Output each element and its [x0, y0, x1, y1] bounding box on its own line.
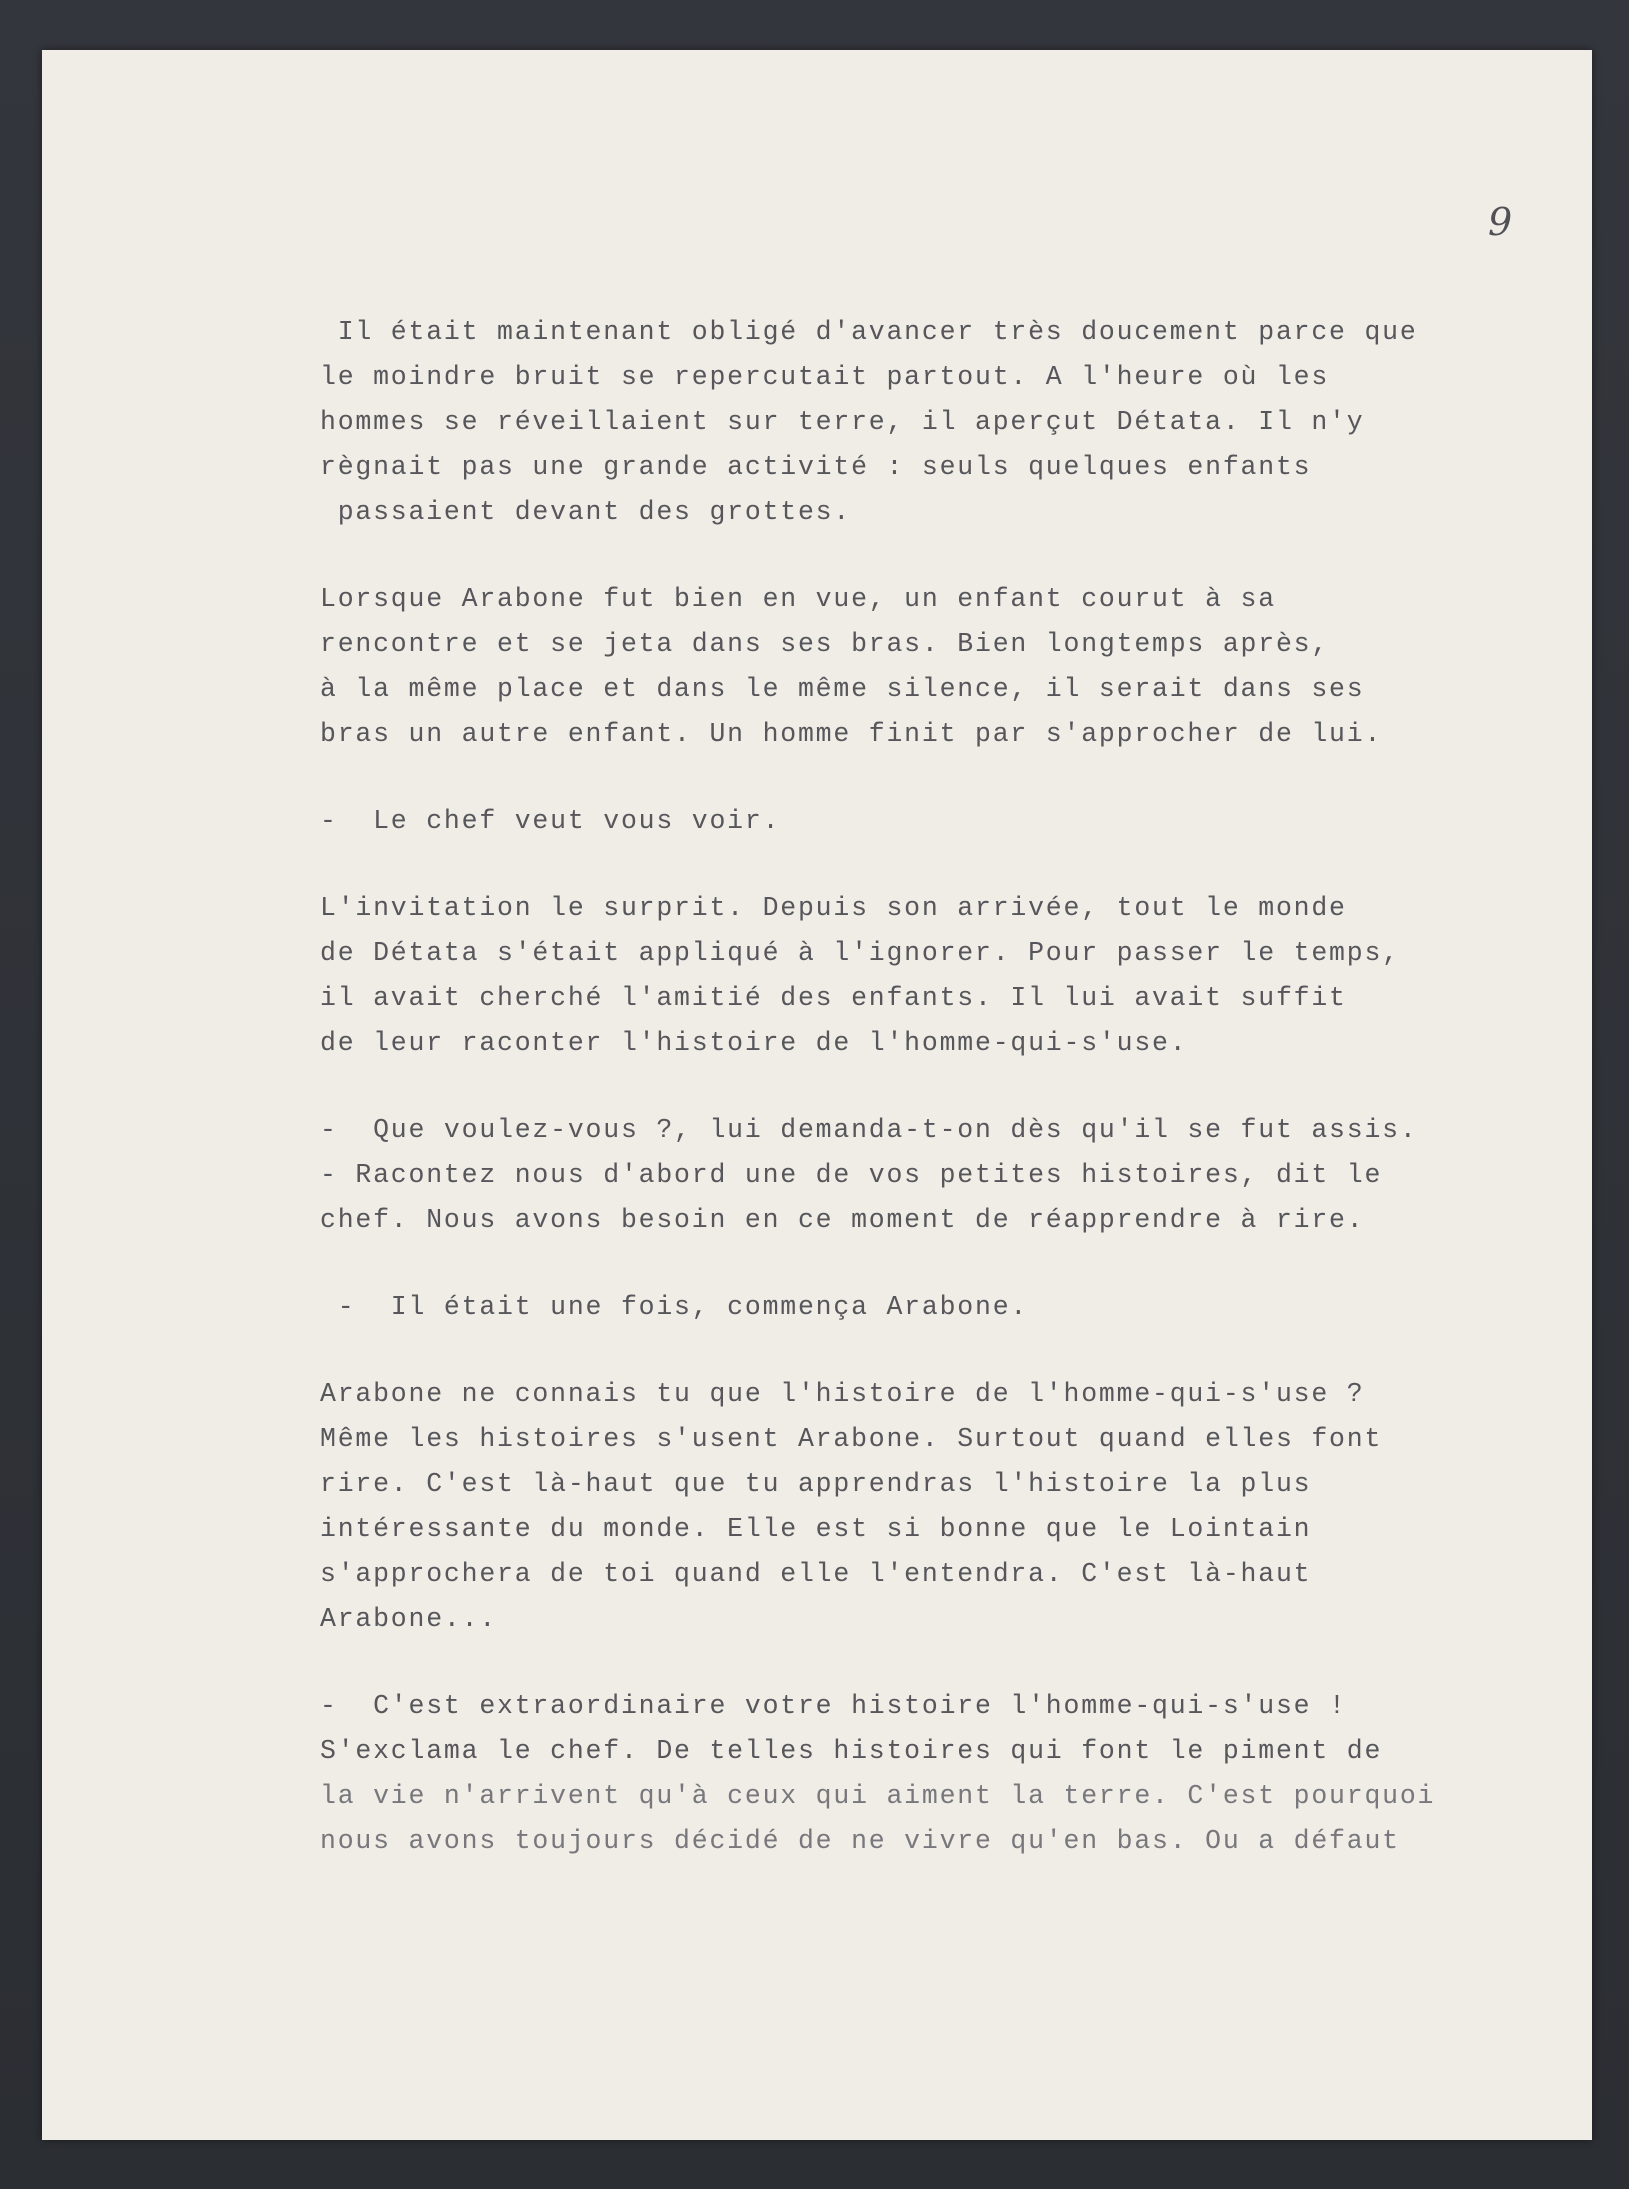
paragraph [320, 1372, 1570, 1642]
text-line: - Racontez nous d'abord une de vos petites histoires, dit le [320, 1160, 1383, 1190]
text-line: à la même place et dans le même silence, il serait dans ses [320, 674, 1365, 704]
text-line: s'approchera de toi quand elle l'entendra. C'est là-haut [320, 1559, 1312, 1589]
text-line: bras un autre enfant. Un homme finit par s'approcher de lui. [320, 719, 1383, 749]
text-line: L'invitation le surprit. Depuis son arrivée, tout le monde [320, 893, 1347, 923]
text-line: passaient devant des grottes. [320, 497, 852, 527]
text-line: la vie n'arrivent qu'à ceux qui aiment la terre. C'est pourquoi [320, 1781, 1436, 1811]
text-line: - C'est extraordinaire votre histoire l'homme-qui-s'use ! [320, 1691, 1347, 1721]
paragraph [320, 1108, 1570, 1243]
paragraph [320, 886, 1570, 1066]
text-line: - Il était une fois, commença Arabone. [320, 1292, 1029, 1322]
text-line: S'exclama le chef. De telles histoires qui font le piment de [320, 1736, 1383, 1766]
text-line: de leur raconter l'histoire de l'homme-qui-s'use. [320, 1028, 1188, 1058]
text-line: Même les histoires s'usent Arabone. Surtout quand elles font [320, 1424, 1383, 1454]
text-line: il avait cherché l'amitié des enfants. Il lui avait suffit [320, 983, 1347, 1013]
paragraph [320, 1285, 1570, 1330]
page-body [320, 310, 1570, 1906]
paragraph [320, 310, 1570, 535]
text-line: de Détata s'était appliqué à l'ignorer. Pour passer le temps, [320, 938, 1400, 968]
text-line: Il était maintenant obligé d'avancer très doucement parce que [320, 317, 1418, 347]
text-line: chef. Nous avons besoin en ce moment de réapprendre à rire. [320, 1205, 1365, 1235]
text-line: Lorsque Arabone fut bien en vue, un enfant courut à sa [320, 584, 1276, 614]
text-line: rire. C'est là-haut que tu apprendras l'histoire la plus [320, 1469, 1312, 1499]
paragraph [320, 799, 1570, 844]
text-line: rencontre et se jeta dans ses bras. Bien longtemps après, [320, 629, 1330, 659]
page-number: 9 [1488, 200, 1513, 244]
text-line: intéressante du monde. Elle est si bonne que le Lointain [320, 1514, 1312, 1544]
text-line: le moindre bruit se repercutait partout. A l'heure où les [320, 362, 1330, 392]
text-line: Arabone... [320, 1604, 498, 1634]
text-line: hommes se réveillaient sur terre, il aperçut Détata. Il n'y [320, 407, 1365, 437]
text-line: nous avons toujours décidé de ne vivre qu'en bas. Ou a défaut [320, 1826, 1400, 1856]
text-line: - Que voulez-vous ?, lui demanda-t-on dès qu'il se fut assis. [320, 1115, 1418, 1145]
text-line: Arabone ne connais tu que l'histoire de l'homme-qui-s'use ? [320, 1379, 1365, 1409]
paragraph [320, 577, 1570, 757]
text-line: - Le chef veut vous voir. [320, 806, 781, 836]
text-line: règnait pas une grande activité : seuls quelques enfants [320, 452, 1312, 482]
paragraph [320, 1684, 1570, 1864]
